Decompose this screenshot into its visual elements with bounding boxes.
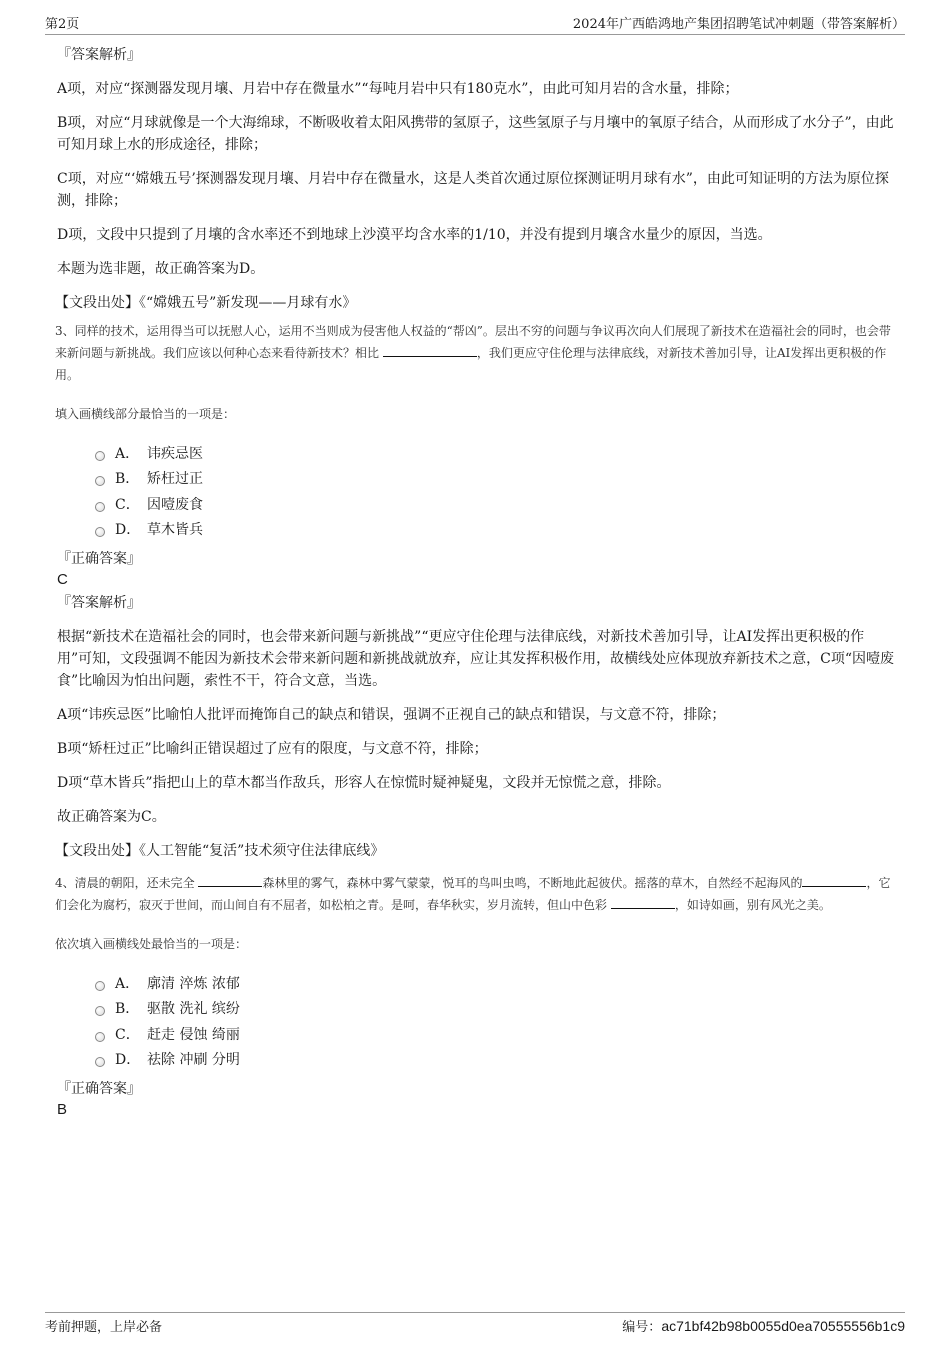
option-text: 草木皆兵 (147, 522, 203, 539)
option-letter: A． (115, 445, 140, 462)
answer-label: 『正确答案』 (57, 1081, 141, 1097)
option-letter: D． (115, 1052, 141, 1069)
code-value: ac71bf42b98b0055d0ea70555556b1c9 (661, 1318, 905, 1334)
question-stem (55, 872, 895, 916)
question-stem-text: 3、同样的技术，运用得当可以抚慰人心，运用不当则成为侵害他人权益的“帮凶”。层出不穷的问题与争议再次向人们展现了新技术在造福社会的同时，也会带来新问题与新挑战。我们应该以何种心态来看待新技术？相比 (55, 324, 891, 360)
analysis-paragraph: 故正确答案为C。 (57, 809, 166, 825)
radio-icon[interactable] (95, 981, 105, 991)
source-citation: 【文段出处】《“嫦娥五号”新发现——月球有水》 (55, 295, 357, 311)
question-stem-text: ，它们会化为腐朽，寂灭于世间，而山间自有不屈者，如松柏之青。是呵，春华秋实，岁月流转，但山中色彩 (55, 876, 891, 912)
analysis-paragraph: D项“草木皆兵”指把山上的草木都当作敌兵，形容人在惊慌时疑神疑鬼，文段并无惊慌之意，排除。 (57, 775, 671, 791)
analysis-paragraph: A项，对应“探测器发现月壤、月岩中存在微量水”“每吨月岩中只有180克水”，由此可知月岩的含水量，排除； (57, 81, 739, 97)
document-code (622, 1316, 905, 1335)
page-content (55, 44, 895, 1120)
option-text: 驱散 洗礼 缤纷 (147, 1001, 240, 1018)
question-stem-text: ，如诗如画，别有风光之美。 (674, 898, 831, 912)
option-letter: D． (115, 522, 141, 539)
option-d[interactable] (95, 1047, 895, 1073)
question-instruction: 填入画横线部分最恰当的一项是： (55, 407, 236, 421)
source-citation: 【文段出处】《人工智能“复活”技术须守住法律底线》 (55, 843, 385, 859)
analysis-paragraph: B项“矫枉过正”比喻纠正错误超过了应有的限度，与文意不符，排除； (57, 741, 488, 757)
code-label: 编号： (622, 1320, 662, 1335)
radio-icon[interactable] (95, 1057, 105, 1067)
option-text: 矫枉过正 (147, 471, 203, 488)
analysis-paragraph: B项，对应“月球就像是一个大海绵球，不断吸收着太阳风携带的氢原子，这些氢原子与月壤中的氧原子结合，从而形成了水分子”，由此可知月球上水的形成途径，排除； (57, 115, 894, 153)
option-letter: A． (115, 975, 140, 992)
question-stem-text: ，我们更应守住伦理与法律底线，对新技术善加引导，让AI发挥出更积极的作用。 (55, 346, 887, 382)
option-b[interactable] (95, 996, 895, 1022)
answer-label: 『正确答案』 (57, 551, 141, 567)
option-letter: C． (115, 496, 140, 513)
question-stem-text: 4、清晨的朝阳，还未完全 (55, 876, 195, 890)
analysis-paragraph: A项“讳疾忌医”比喻怕人批评而掩饰自己的缺点和错误，强调不正视自己的缺点和错误，与文意不符，排除； (57, 707, 726, 723)
option-letter: B． (115, 1001, 140, 1018)
analysis-paragraph: D项，文段中只提到了月壤的含水率还不到地球上沙漠平均含水率的1/10，并没有提到月壤含水量少的原因，当选。 (57, 227, 772, 243)
radio-icon[interactable] (95, 476, 105, 486)
analysis-label: 『答案解析』 (57, 595, 141, 611)
fill-blank (383, 344, 477, 357)
option-c[interactable] (95, 491, 895, 517)
option-text: 讳疾忌医 (147, 445, 203, 462)
radio-icon[interactable] (95, 451, 105, 461)
question-stem-text: 森林里的雾气，森林中雾气蒙蒙，悦耳的鸟叫虫鸣，不断地此起彼伏。摇落的草木，自然经不起海风的 (262, 876, 803, 890)
option-text: 因噎废食 (147, 496, 203, 513)
radio-icon[interactable] (95, 1032, 105, 1042)
document-title: 2024年广西皓鸿地产集团招聘笔试冲刺题（带答案解析） (572, 17, 905, 32)
footer-slogan: 考前押题，上岸必备 (45, 1320, 163, 1335)
option-a[interactable] (95, 970, 895, 996)
option-text: 祛除 冲刷 分明 (147, 1052, 240, 1069)
analysis-paragraph: 根据“新技术在造福社会的同时，也会带来新问题与新挑战”“更应守住伦理与法律底线，对新技术善加引导，让AI发挥出更积极的作用”可知，文段强调不能因为新技术会带来新问题和新挑战就放弃，应让其发挥积极作用，故横线处应体现放弃新技术之意，C项“因噎废食”比喻因为怕出问题，索性不干，符合文意，当选。 (57, 629, 895, 689)
option-list (95, 970, 895, 1072)
option-c[interactable] (95, 1021, 895, 1047)
analysis-label: 『答案解析』 (57, 47, 141, 63)
option-letter: C． (115, 1026, 140, 1043)
analysis-paragraph: 本题为选非题，故正确答案为D。 (57, 261, 265, 277)
question-instruction: 依次填入画横线处最恰当的一项是： (55, 937, 248, 951)
option-b[interactable] (95, 466, 895, 492)
option-text: 廓清 淬炼 浓郁 (147, 975, 240, 992)
fill-blank (198, 874, 262, 887)
page-footer (45, 1312, 905, 1336)
option-list (95, 440, 895, 542)
option-d[interactable] (95, 517, 895, 543)
page-number: 第2页 (45, 17, 80, 32)
radio-icon[interactable] (95, 1006, 105, 1016)
option-letter: B． (115, 471, 140, 488)
correct-answer: C (57, 571, 68, 588)
page-header (45, 12, 905, 35)
option-text: 赶走 侵蚀 绮丽 (147, 1026, 240, 1043)
fill-blank (802, 874, 866, 887)
fill-blank (611, 896, 675, 909)
analysis-paragraph: C项，对应“‘嫦娥五号’探测器发现月壤、月岩中存在微量水，这是人类首次通过原位探测证明月球有水”，由此可知证明的方法为原位探测，排除； (57, 171, 889, 209)
question-stem (55, 320, 895, 386)
correct-answer: B (57, 1101, 68, 1118)
radio-icon[interactable] (95, 527, 105, 537)
option-a[interactable] (95, 440, 895, 466)
radio-icon[interactable] (95, 502, 105, 512)
